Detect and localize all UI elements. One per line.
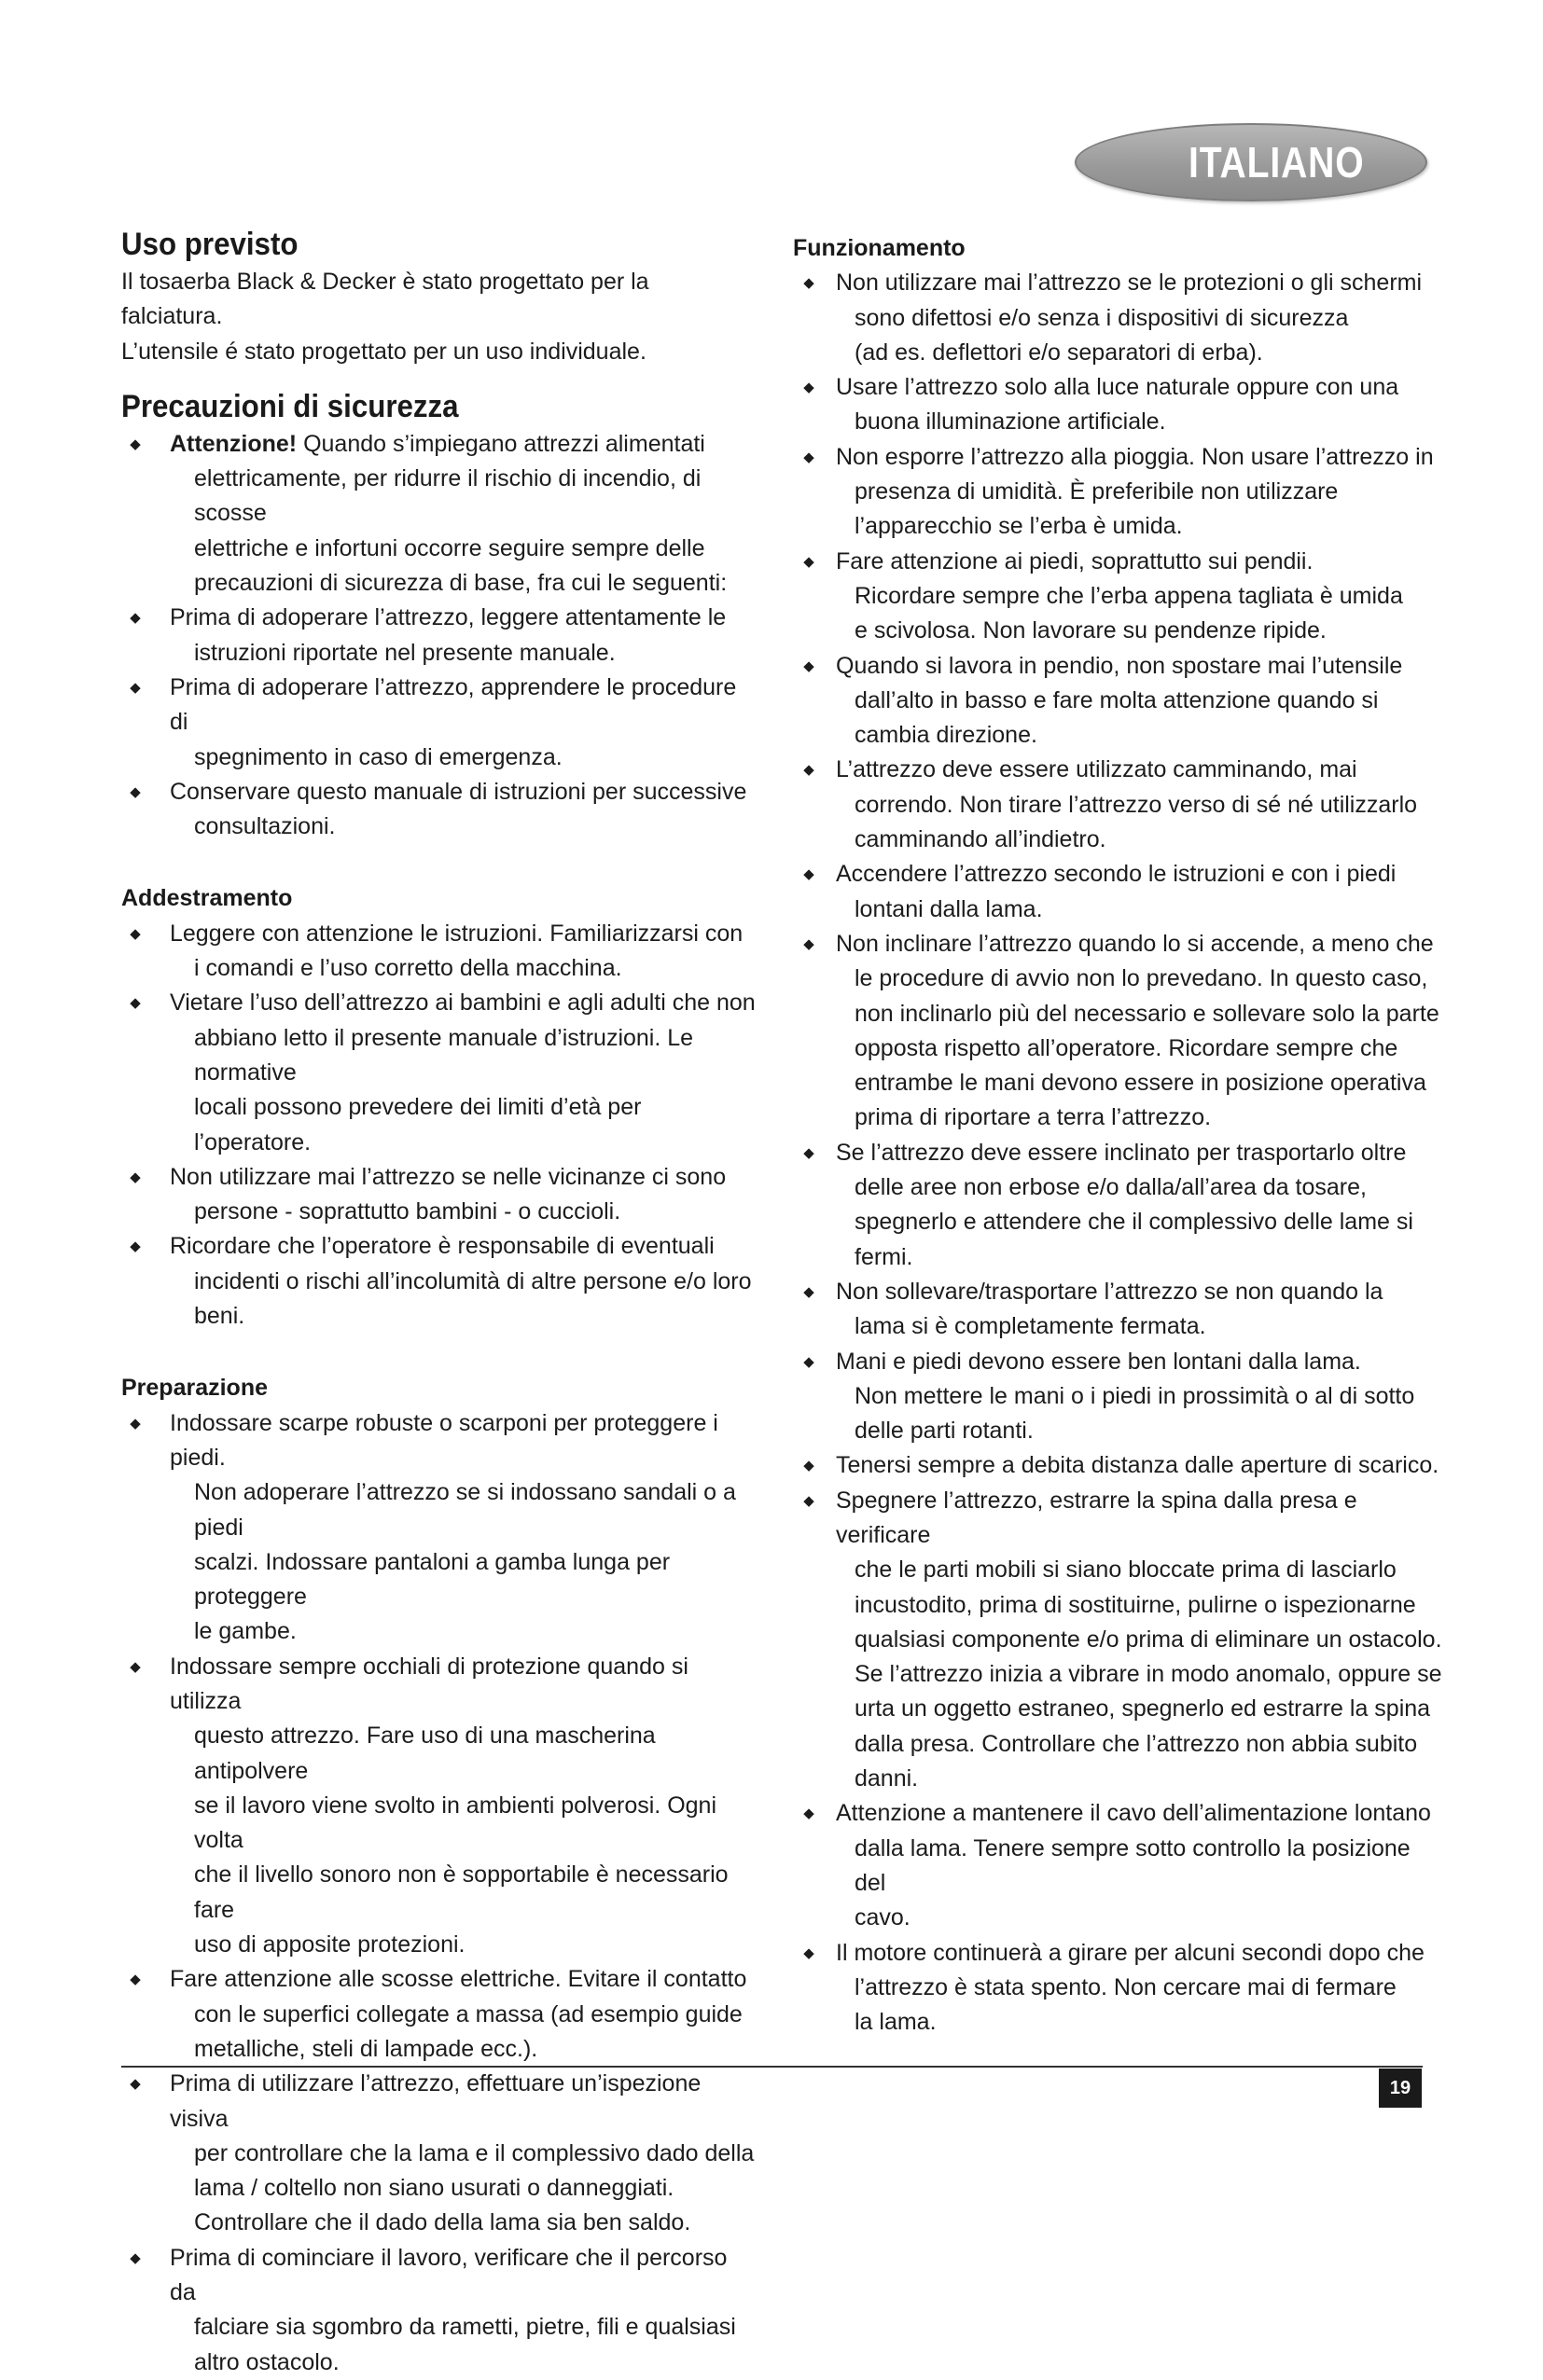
text-line: Prima di utilizzare l’attrezzo, effettuare un’ispezione visiva [170, 2070, 702, 2132]
text-line: Indossare scarpe robuste o scarponi per proteggere i piedi. [170, 1409, 718, 1471]
text-line: dalla presa. Controllare che l’attrezzo non abbia subito [855, 1730, 1418, 1757]
text-line: Prima di cominciare il lavoro, verificare che il percorso da [170, 2244, 728, 2306]
bullet-icon: ◆ [130, 925, 141, 942]
list-item [125, 1962, 756, 2067]
language-badge-label: ITALIANO [1189, 138, 1365, 187]
text-line: prima di riportare a terra l’attrezzo. [855, 1104, 1212, 1131]
text-line: fermi. [855, 1243, 913, 1270]
text-line: precauzioni di sicurezza di base, fra cui le seguenti: [194, 570, 728, 597]
text-line: delle parti rotanti. [855, 1418, 1034, 1445]
list-item [799, 1484, 1446, 1797]
footer-divider [121, 2066, 1423, 2068]
bullet-icon: ◆ [803, 657, 814, 674]
text-line: Usare l’attrezzo solo alla luce naturale oppure con una [836, 374, 1399, 401]
text-line: L’attrezzo deve essere utilizzato camminando, mai [836, 756, 1357, 783]
list-item [799, 1796, 1446, 1935]
list-item [125, 2241, 756, 2380]
text-line: Indossare sempre occhiali di protezione quando si utilizza [170, 1653, 688, 1714]
text-line: Ricordare che l’operatore è responsabile di eventuali [170, 1233, 715, 1260]
text-line: (ad es. deflettori e/o separatori di erba). [855, 339, 1263, 366]
text-line: scalzi. Indossare pantaloni a gamba lunga per proteggere [194, 1548, 671, 1611]
text-line: lama / coltello non siano usurati o danneggiati. [194, 2175, 674, 2202]
list-item [799, 440, 1446, 545]
bullet-icon: ◆ [803, 1944, 814, 1961]
bullet-icon: ◆ [130, 1169, 141, 1185]
text-line: locali possono prevedere dei limiti d’età per l’operatore. [194, 1094, 642, 1155]
list-addestramento [121, 917, 756, 1335]
bullet-icon: ◆ [803, 762, 814, 779]
list-item [799, 1936, 1446, 2041]
text-line: le gambe. [194, 1618, 297, 1645]
text-line: e scivolosa. Non lavorare su pendenze ripide. [855, 617, 1327, 644]
list-item [125, 1650, 756, 1963]
text-line: correndo. Non tirare l’attrezzo verso di sé né utilizzarlo [855, 791, 1418, 818]
text-line: abbiano letto il presente manuale d’istruzioni. Le normative [194, 1024, 694, 1086]
list-funzionamento [793, 266, 1446, 2040]
list-item [125, 2067, 756, 2240]
text-line: presenza di umidità. È preferibile non utilizzare [855, 478, 1339, 505]
text-line: lontani dalla lama. [855, 895, 1043, 922]
text-line: L’utensile é stato progettato per un uso individuale. [121, 338, 646, 365]
list-item [799, 649, 1446, 754]
text-line [147, 427, 756, 462]
list-item [125, 1406, 756, 1650]
bullet-icon: ◆ [130, 610, 141, 627]
text-line: le procedure di avvio non lo prevedano. In questo caso, [855, 965, 1428, 992]
section-title-funzionamento: Funzionamento [793, 235, 966, 261]
list-item [799, 1275, 1446, 1345]
text-line: consultazioni. [194, 813, 336, 840]
text-line: per controllare che la lama e il complessivo dado della [194, 2139, 755, 2166]
text-line: beni. [194, 1303, 245, 1330]
list-item [125, 1160, 756, 1230]
text-line: Non adoperare l’attrezzo se si indossano sandali o a piedi [194, 1479, 736, 1541]
text-line: Fare attenzione alle scosse elettriche. Evitare il contatto [170, 1966, 747, 1993]
text-line: questo attrezzo. Fare uso di una mascherina antipolvere [194, 1723, 656, 1784]
bullet-icon: ◆ [803, 449, 814, 465]
right-column [793, 231, 1446, 2040]
text-line: i comandi e l’uso corretto della macchina. [194, 955, 622, 982]
bullet-icon: ◆ [803, 380, 814, 396]
list-item [799, 1345, 1446, 1449]
text-line: falciare sia sgombro da rametti, pietre, fili e qualsiasi [194, 2314, 736, 2341]
list-item [125, 601, 756, 671]
bullet-icon: ◆ [803, 1806, 814, 1822]
bullet-icon: ◆ [803, 935, 814, 952]
text-line: Conservare questo manuale di istruzioni per successive [170, 778, 747, 805]
text-line: delle aree non erbose e/o dalla/all’area da tosare, [855, 1174, 1367, 1201]
text-line: Non sollevare/trasportare l’attrezzo se non quando la [836, 1278, 1383, 1305]
text-line: se il lavoro viene svolto in ambienti polverosi. Ogni volta [194, 1792, 716, 1854]
text-line: Accendere l’attrezzo secondo le istruzioni e con i piedi [836, 861, 1397, 888]
text-line: cavo. [855, 1904, 911, 1931]
text-line: persone - soprattutto bambini - o cuccioli. [194, 1198, 621, 1225]
text-line: con le superfici collegate a massa (ad esempio guide [194, 2000, 743, 2027]
list-item [125, 671, 756, 775]
text-line: camminando all’indietro. [855, 826, 1106, 853]
text-line: incustodito, prima di sostituirne, pulirne o ispezionarne [855, 1591, 1416, 1618]
text-line: Attenzione a mantenere il cavo dell’alimentazione lontano [836, 1800, 1431, 1827]
text-line: altro ostacolo. [194, 2348, 340, 2375]
text-line: Ricordare sempre che l’erba appena tagliata è umida [855, 582, 1403, 609]
list-item [125, 986, 756, 1159]
bullet-icon: ◆ [130, 1658, 141, 1675]
text-line: urta un oggetto estraneo, spegnerlo ed estrarre la spina [855, 1695, 1431, 1723]
text-line: Se l’attrezzo inizia a vibrare in modo anomalo, oppure se [855, 1661, 1442, 1688]
text-line: Prima di adoperare l’attrezzo, apprendere le procedure di [170, 673, 737, 736]
text-line: spegnerlo e attendere che il complessivo delle lame si [855, 1209, 1413, 1236]
text-line: buona illuminazione artificiale. [855, 408, 1166, 436]
list-item [799, 370, 1446, 440]
list-preparazione [121, 1406, 756, 2380]
bullet-icon: ◆ [803, 866, 814, 883]
section-title-uso-previsto: Uso previsto [121, 227, 299, 262]
text-line: Il motore continuerà a girare per alcuni secondi dopo che [836, 1939, 1425, 1966]
text-line: Mani e piedi devono essere ben lontani dalla lama. [836, 1348, 1361, 1375]
bullet-icon: ◆ [130, 436, 141, 452]
text-line: incidenti o rischi all’incolumità di altre persone e/o loro [194, 1267, 752, 1294]
text-line: cambia direzione. [855, 722, 1037, 749]
text-line: qualsiasi componente e/o prima di eliminare un ostacolo. [855, 1626, 1442, 1653]
text-line: elettriche e infortuni occorre seguire sempre delle [194, 534, 705, 561]
text-line: Vietare l’uso dell’attrezzo ai bambini e agli adulti che non [170, 989, 756, 1017]
text-line: Non esporre l’attrezzo alla pioggia. Non usare l’attrezzo in [836, 443, 1434, 470]
list-item [125, 427, 756, 601]
text-line: Fare attenzione ai piedi, soprattutto sui pendii. [836, 547, 1314, 574]
bullet-icon: ◆ [130, 1238, 141, 1255]
text-line: che le parti mobili si siano bloccate prima di lasciarlo [855, 1557, 1397, 1584]
list-precauzioni [121, 427, 756, 845]
bullet-icon: ◆ [130, 995, 141, 1012]
text-line: l’attrezzo è stata spento. Non cercare mai di fermare [855, 1973, 1397, 2000]
list-item [125, 1229, 756, 1334]
text-line: lama si è completamente fermata. [855, 1313, 1206, 1340]
page-number: 19 [1379, 2069, 1422, 2108]
list-item [799, 545, 1446, 649]
bullet-icon: ◆ [130, 2249, 141, 2266]
left-column [121, 224, 756, 2380]
bullet-icon: ◆ [130, 679, 141, 696]
bullet-icon: ◆ [803, 1144, 814, 1161]
language-badge [1075, 123, 1427, 201]
bullet-icon: ◆ [130, 1415, 141, 1432]
list-item [799, 1448, 1446, 1483]
bullet-icon: ◆ [803, 275, 814, 292]
text-line: uso di apposite protezioni. [194, 1931, 466, 1958]
text-line: Il tosaerba Black & Decker è stato progettato per la falciatura. [121, 269, 649, 330]
list-item [799, 266, 1446, 370]
list-item [125, 775, 756, 845]
bullet-icon: ◆ [130, 2076, 141, 2093]
bullet-icon: ◆ [803, 553, 814, 570]
bullet-icon: ◆ [803, 1458, 814, 1474]
list-item [799, 753, 1446, 857]
uso-previsto-text [121, 265, 756, 369]
text-line: Leggere con attenzione le istruzioni. Familiarizzarsi con [170, 920, 744, 947]
list-item [799, 927, 1446, 1136]
text-line: Se l’attrezzo deve essere inclinato per trasportarlo oltre [836, 1139, 1407, 1166]
text-line: istruzioni riportate nel presente manuale. [194, 639, 616, 666]
text-line: elettricamente, per ridurre il rischio di incendio, di scosse [194, 465, 702, 527]
list-item [799, 1136, 1446, 1275]
text-line: metalliche, steli di lampade ecc.). [194, 2035, 538, 2062]
text-line: Non utilizzare mai l’attrezzo se le protezioni o gli schermi [836, 270, 1423, 297]
text-line: sono difettosi e/o senza i dispositivi di sicurezza [855, 304, 1349, 331]
bullet-icon: ◆ [130, 1972, 141, 1988]
text-line: Spegnere l’attrezzo, estrarre la spina dalla presa e verificare [836, 1487, 1357, 1548]
text-line: dalla lama. Tenere sempre sotto controllo la posizione del [855, 1834, 1411, 1896]
section-title-preparazione: Preparazione [121, 1375, 269, 1402]
bullet-icon: ◆ [803, 1492, 814, 1509]
section-title-addestramento: Addestramento [121, 885, 293, 912]
text-line: Quando si lavora in pendio, non spostare mai l’utensile [836, 652, 1403, 679]
text-line: la lama. [855, 2009, 937, 2036]
text-line: Non mettere le mani o i piedi in prossimità o al di sotto [855, 1382, 1415, 1409]
warning-label: Attenzione! [170, 430, 298, 457]
section-title-precauzioni: Precauzioni di sicurezza [121, 388, 459, 424]
text-line: spegnimento in caso di emergenza. [194, 743, 563, 770]
list-item [799, 857, 1446, 927]
text-line: danni. [855, 1765, 919, 1792]
text-line: Prima di adoperare l’attrezzo, leggere attentamente le [170, 604, 727, 631]
text-line: Controllare che il dado della lama sia ben saldo. [194, 2209, 691, 2236]
text-line: Tenersi sempre a debita distanza dalle aperture di scarico. [836, 1452, 1439, 1479]
list-item [125, 917, 756, 987]
text-line: opposta rispetto all’operatore. Ricordare sempre che [855, 1034, 1398, 1061]
text-line: l’apparecchio se l’erba è umida. [855, 513, 1183, 540]
bullet-icon: ◆ [803, 1353, 814, 1370]
bullet-icon: ◆ [803, 1283, 814, 1300]
text-line-content: Quando s’impiegano attrezzi alimentati [303, 430, 705, 457]
text-line: non inclinarlo più del necessario e sollevare solo la parte [855, 1000, 1439, 1027]
text-line: dall’alto in basso e fare molta attenzione quando si [855, 686, 1379, 713]
text-line: che il livello sonoro non è sopportabile è necessario fare [194, 1861, 729, 1923]
text-line: Non inclinare l’attrezzo quando lo si accende, a meno che [836, 930, 1434, 957]
text-line: entrambe le mani devono essere in posizione operativa [855, 1070, 1426, 1097]
bullet-icon: ◆ [130, 783, 141, 800]
text-line: Non utilizzare mai l’attrezzo se nelle vicinanze ci sono [170, 1163, 727, 1190]
